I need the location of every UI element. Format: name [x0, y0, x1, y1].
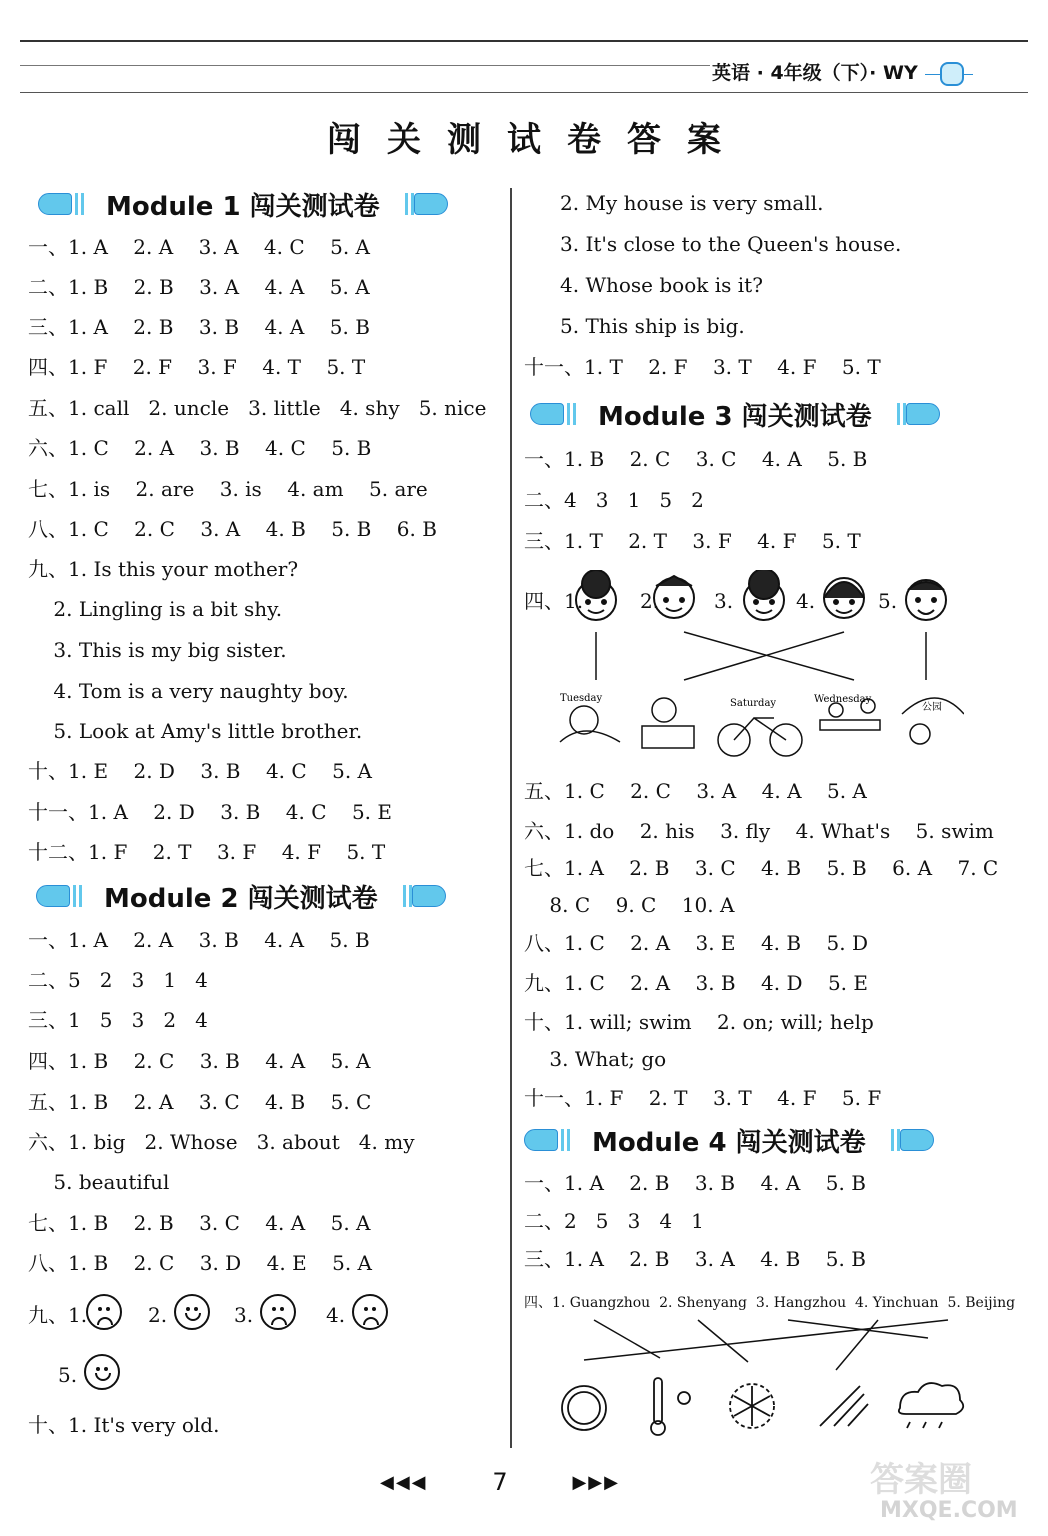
- rain-cloud-icon: [899, 1383, 963, 1428]
- weather-icons: [562, 1378, 963, 1435]
- answer-line: 四、1. Guangzhou 2. Shenyang 3. Hangzhou 4. Yinchuan 5. Beijing: [524, 1295, 1016, 1311]
- heading-bars-icon: [405, 193, 414, 215]
- watermark-url: MXQE.COM: [880, 1498, 1018, 1523]
- answer-line: 八、1. B 2. C 3. D 4. E 5. A: [28, 1251, 372, 1275]
- heading-bars-icon: [561, 1129, 570, 1151]
- child-face-icon: [576, 570, 946, 620]
- m3-q4-num: 5.: [878, 589, 898, 613]
- heading-deco-left-icon: [530, 403, 564, 425]
- next-arrows-icon: ▶▶▶: [572, 1471, 620, 1493]
- answer-line: 二、2 5 3 4 1: [524, 1209, 704, 1233]
- answer-line: 十一、1. A 2. D 3. B 4. C 5. E: [28, 800, 392, 824]
- q9-num: 3.: [234, 1303, 254, 1327]
- book-logo-icon: [940, 62, 964, 86]
- answer-line: 七、1. is 2. are 3. is 4. am 5. are: [28, 477, 428, 501]
- q9-num: 2.: [148, 1303, 168, 1327]
- module-2-title: Module 2 闯关测试卷: [104, 883, 378, 914]
- answer-line: 三、1. A 2. B 3. B 4. A 5. B: [28, 315, 370, 339]
- sad-face-icon: [260, 1294, 296, 1334]
- answer-line: 3. This is my big sister.: [28, 638, 287, 662]
- answer-line: 五、1. call 2. uncle 3. little 4. shy 5. nice: [28, 396, 487, 420]
- answer-line: 5. Look at Amy's little brother.: [28, 719, 363, 743]
- heading-bars-icon: [567, 403, 576, 425]
- module-1-title: Module 1 闯关测试卷: [106, 191, 380, 222]
- matching-lines: [596, 632, 926, 680]
- answer-line: 5. This ship is big.: [560, 314, 745, 338]
- q9-num: 5.: [58, 1363, 78, 1387]
- answer-line: 4. Whose book is it?: [560, 273, 763, 297]
- m3-matching-illustration: [524, 570, 964, 770]
- heading-deco-right-icon: [906, 403, 940, 425]
- heading-bars-icon: [891, 1129, 900, 1151]
- sun-icon: [562, 1386, 606, 1430]
- answer-line: 一、1. A 2. A 3. B 4. A 5. B: [28, 928, 370, 952]
- m3-q4-num: 2.: [640, 589, 660, 613]
- matching-lines: [584, 1320, 948, 1370]
- module-4-title: Module 4 闯关测试卷: [592, 1127, 866, 1158]
- answer-line: 四、1. B 2. C 3. B 4. A 5. A: [28, 1049, 371, 1073]
- answer-line: 六、1. big 2. Whose 3. about 4. my: [28, 1130, 415, 1154]
- wind-icon: [820, 1386, 868, 1426]
- answer-line: 4. Tom is a very naughty boy.: [28, 679, 349, 703]
- answer-line: 二、5 2 3 1 4: [28, 968, 208, 992]
- answer-line: 一、1. A 2. A 3. A 4. C 5. A: [28, 235, 370, 259]
- answer-line: 九、1. C 2. A 3. B 4. D 5. E: [524, 971, 868, 995]
- answer-line: 十、1. It's very old.: [28, 1413, 220, 1437]
- happy-face-icon: [174, 1294, 210, 1334]
- day-label-tuesday: Tuesday: [560, 693, 603, 704]
- heading-deco-right-icon: [900, 1129, 934, 1151]
- header-rule-top: [20, 40, 1028, 42]
- q9-num: 4.: [326, 1303, 346, 1327]
- day-label-wednesday: Wednesday: [814, 694, 872, 705]
- answer-line: 三、1. T 2. T 3. F 4. F 5. T: [524, 529, 861, 553]
- answer-line: 5. beautiful: [28, 1170, 170, 1194]
- answer-line: 十二、1. F 2. T 3. F 4. F 5. T: [28, 840, 386, 864]
- module-2-heading: [36, 878, 446, 914]
- answer-line: 一、1. A 2. B 3. B 4. A 5. B: [524, 1171, 866, 1195]
- page-title: 闯关测试卷答案: [327, 120, 747, 160]
- answer-line: 十、1. will; swim 2. on; will; help: [524, 1010, 874, 1034]
- sad-face-icon: [86, 1294, 122, 1334]
- sad-face-icon: [352, 1294, 388, 1334]
- answer-line: 3. It's close to the Queen's house.: [560, 232, 902, 256]
- m3-q4-num: 3.: [714, 589, 734, 613]
- answer-line: 三、1. A 2. B 3. A 4. B 5. B: [524, 1247, 866, 1271]
- answer-line: 二、4 3 1 5 2: [524, 488, 704, 512]
- answer-line: 八、1. C 2. C 3. A 4. B 5. B 6. B: [28, 517, 437, 541]
- module-3-title: Module 3 闯关测试卷: [598, 401, 872, 432]
- answer-line: 8. C 9. C 10. A: [524, 893, 735, 917]
- heading-deco-right-icon: [412, 885, 446, 907]
- answer-line: 一、1. B 2. C 3. C 4. A 5. B: [524, 447, 868, 471]
- module-4-heading: [524, 1122, 934, 1158]
- answer-line: 2. Lingling is a bit shy.: [28, 597, 283, 621]
- heading-deco-right-icon: [414, 193, 448, 215]
- m3-q4-num: 4.: [796, 589, 816, 613]
- q9-prefix: 九、1.: [28, 1303, 88, 1327]
- heading-bars-icon: [403, 885, 412, 907]
- answer-line: 六、1. C 2. A 3. B 4. C 5. B: [28, 436, 372, 460]
- answer-line: 五、1. C 2. C 3. A 4. A 5. A: [524, 779, 867, 803]
- answer-line: 八、1. C 2. A 3. E 4. B 5. D: [524, 931, 868, 955]
- heading-deco-left-icon: [36, 885, 70, 907]
- answer-line: 三、1 5 3 2 4: [28, 1008, 208, 1032]
- page-number: 7: [492, 1468, 508, 1496]
- header-rule-mid: [20, 65, 710, 66]
- prev-arrows-icon: ◀◀◀: [380, 1471, 428, 1493]
- answer-line: 3. What; go: [524, 1047, 667, 1071]
- m3-q4-prefix: 四、1.: [524, 589, 584, 613]
- answer-line: 二、1. B 2. B 3. A 4. A 5. A: [28, 275, 370, 299]
- thermometer-icon: [651, 1378, 690, 1435]
- answer-line: 十一、1. T 2. F 3. T 4. F 5. T: [524, 355, 881, 379]
- heading-deco-left-icon: [38, 193, 72, 215]
- column-divider: [510, 188, 512, 1448]
- module-1-heading: [38, 186, 448, 222]
- day-label-saturday: Saturday: [730, 698, 777, 709]
- header-rule-bottom: [20, 92, 1028, 93]
- answer-line: 四、1. F 2. F 3. F 4. T 5. T: [28, 355, 366, 379]
- module-3-heading: [530, 396, 940, 432]
- header-label: 英语 · 4年级（下）· WY: [712, 62, 918, 84]
- snowflake-icon: [730, 1384, 774, 1428]
- answer-line: 十、1. E 2. D 3. B 4. C 5. A: [28, 759, 372, 783]
- heading-bars-icon: [73, 885, 82, 907]
- answer-line: 2. My house is very small.: [560, 191, 824, 215]
- heading-bars-icon: [75, 193, 84, 215]
- answer-line: 七、1. A 2. B 3. C 4. B 5. B 6. A 7. C: [524, 856, 999, 880]
- heading-bars-icon: [897, 403, 906, 425]
- heading-deco-left-icon: [524, 1129, 558, 1151]
- answer-line: 九、1. Is this your mother?: [28, 557, 299, 581]
- answer-line: 六、1. do 2. his 3. fly 4. What's 5. swim: [524, 819, 994, 843]
- park-sign: 公园: [922, 702, 942, 713]
- page-footer: [380, 1468, 620, 1496]
- answer-line: 十一、1. F 2. T 3. T 4. F 5. F: [524, 1086, 882, 1110]
- happy-face-icon: [84, 1354, 120, 1394]
- watermark-logo: 答案圈: [870, 1460, 972, 1500]
- answer-line: 五、1. B 2. A 3. C 4. B 5. C: [28, 1090, 372, 1114]
- m4-weather-matching: [548, 1314, 988, 1444]
- answer-line: 七、1. B 2. B 3. C 4. A 5. A: [28, 1211, 371, 1235]
